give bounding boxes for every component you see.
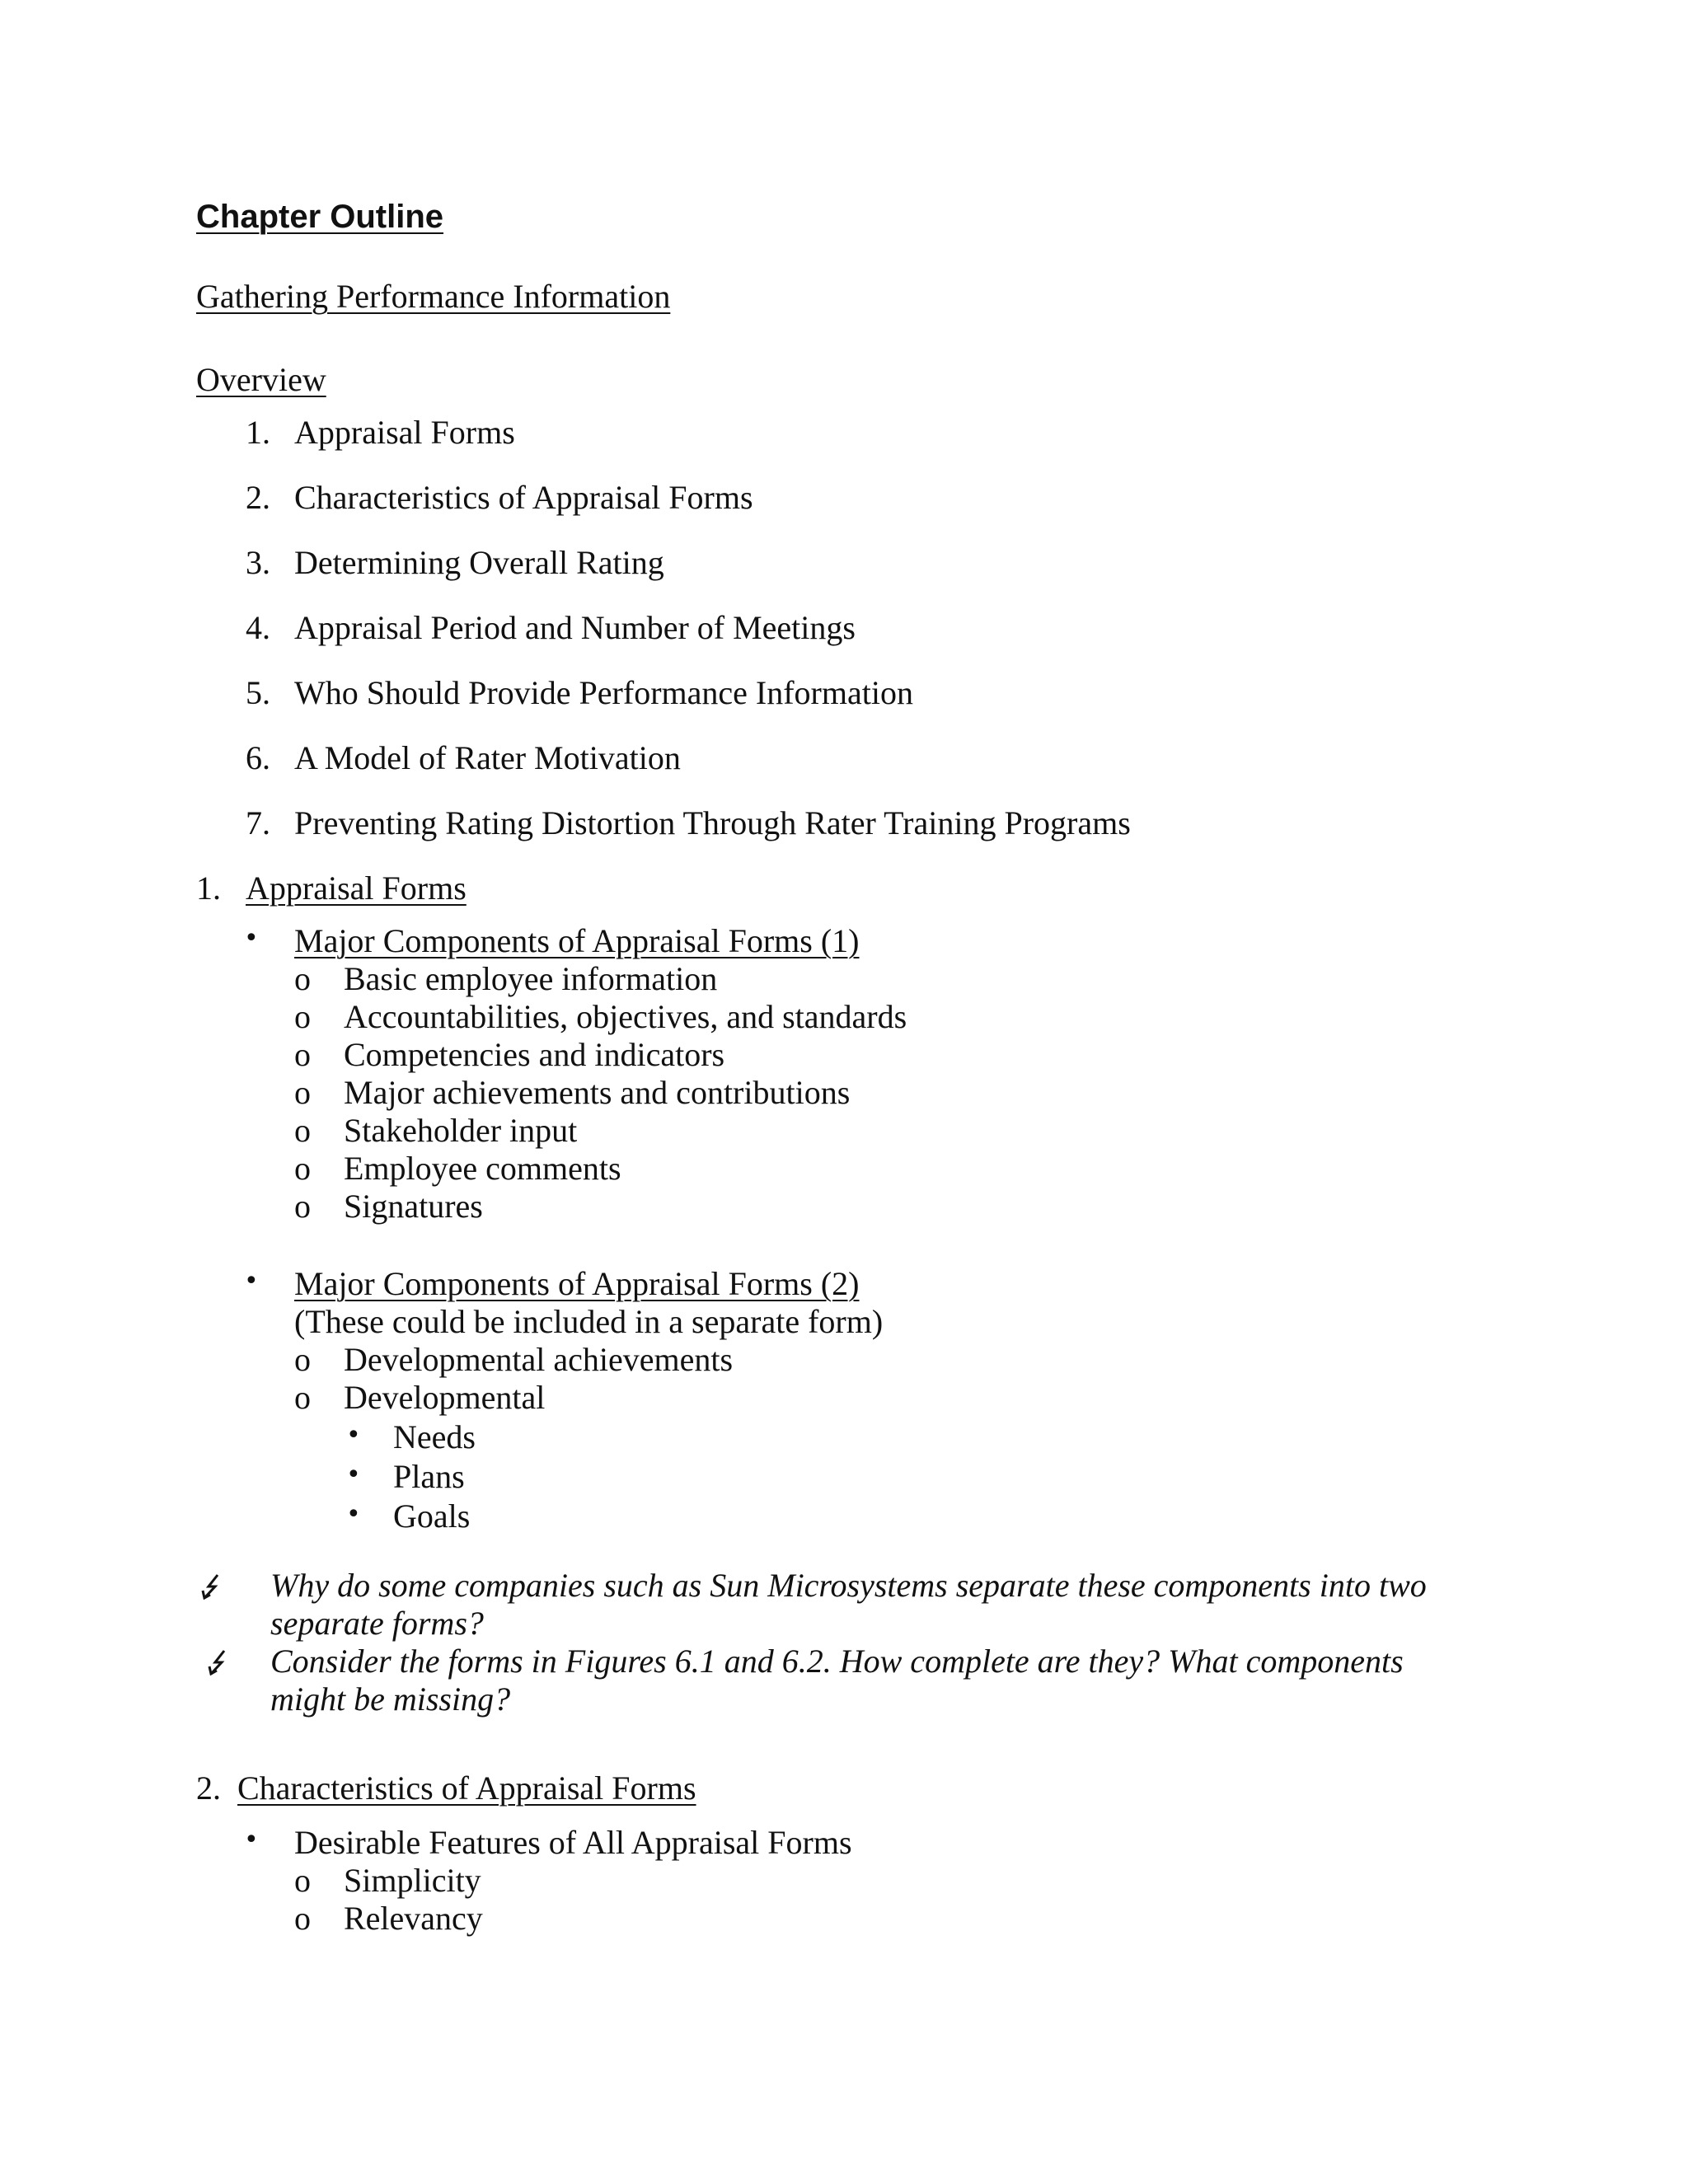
list-item: Simplicity — [344, 1862, 481, 1899]
group-heading: Major Components of Appraisal Forms (2) — [294, 1265, 860, 1302]
sub-bullet-icon: o — [294, 960, 311, 997]
list-item: Plans — [393, 1458, 465, 1495]
bullet-icon: • — [244, 924, 259, 953]
sub-bullet-icon: o — [294, 1036, 311, 1073]
section-heading: Characteristics of Appraisal Forms — [237, 1769, 696, 1807]
overview-item: Appraisal Period and Number of Meetings — [294, 609, 856, 646]
section-number: 2. — [196, 1769, 221, 1807]
overview-item-number: 2. — [246, 479, 270, 516]
question-text: Consider the forms in Figures 6.1 and 6.2. How complete are they? What components — [270, 1643, 1404, 1680]
list-item: Developmental achievements — [344, 1341, 734, 1378]
list-item: Accountabilities, objectives, and standards — [344, 998, 907, 1035]
sub-bullet-icon: o — [294, 1379, 311, 1416]
list-item: Signatures — [344, 1188, 483, 1225]
sub-bullet-icon: o — [294, 1074, 311, 1111]
overview-item: Determining Overall Rating — [294, 544, 664, 581]
question-text: Why do some companies such as Sun Microsystems separate these components into two — [270, 1567, 1427, 1604]
list-item: Employee comments — [344, 1150, 621, 1187]
overview-item-number: 6. — [246, 739, 270, 776]
list-item: Goals — [393, 1497, 471, 1535]
bullet-icon: • — [244, 1267, 259, 1296]
sub-bullet-icon: o — [294, 1112, 311, 1149]
section-heading: Appraisal Forms — [246, 869, 467, 907]
sub-bullet-icon: o — [294, 1900, 311, 1937]
overview-item: A Model of Rater Motivation — [294, 739, 681, 776]
group-heading: Major Components of Appraisal Forms (1) — [294, 922, 860, 959]
section-title: Gathering Performance Information — [196, 278, 671, 315]
sub-bullet-icon: o — [294, 1150, 311, 1187]
list-item: Competencies and indicators — [344, 1036, 725, 1073]
lightning-arrow-icon — [206, 1648, 231, 1676]
list-item: Developmental — [344, 1379, 546, 1416]
bullet-icon: • — [346, 1500, 361, 1529]
question-text: might be missing? — [270, 1680, 511, 1718]
list-item: Basic employee information — [344, 960, 718, 997]
sub-bullet-icon: o — [294, 1188, 311, 1225]
overview-item: Appraisal Forms — [294, 414, 515, 451]
overview-item: Preventing Rating Distortion Through Rater Training Programs — [294, 804, 1131, 841]
sub-bullet-icon: o — [294, 1862, 311, 1899]
list-item: Stakeholder input — [344, 1112, 578, 1149]
overview-item: Who Should Provide Performance Information — [294, 674, 913, 711]
overview-item-number: 5. — [246, 674, 270, 711]
bullet-icon: • — [244, 1825, 259, 1854]
group-note: (These could be included in a separate form) — [294, 1303, 884, 1340]
bullet-icon: • — [346, 1460, 361, 1489]
list-item: Needs — [393, 1418, 476, 1455]
chapter-title: Chapter Outline — [196, 199, 444, 235]
overview-item-number: 1. — [246, 414, 270, 451]
question-text: separate forms? — [270, 1605, 484, 1642]
section-number: 1. — [196, 869, 221, 907]
sub-bullet-icon: o — [294, 1341, 311, 1378]
overview-item-number: 4. — [246, 609, 270, 646]
sub-bullet-icon: o — [294, 998, 311, 1035]
overview-item-number: 3. — [246, 544, 270, 581]
list-item: Relevancy — [344, 1900, 483, 1937]
group-heading: Desirable Features of All Appraisal Forms — [294, 1824, 852, 1861]
lightning-arrow-icon — [199, 1572, 224, 1601]
overview-item: Characteristics of Appraisal Forms — [294, 479, 753, 516]
list-item: Major achievements and contributions — [344, 1074, 851, 1111]
overview-heading: Overview — [196, 361, 326, 398]
bullet-icon: • — [346, 1421, 361, 1450]
overview-item-number: 7. — [246, 804, 270, 841]
